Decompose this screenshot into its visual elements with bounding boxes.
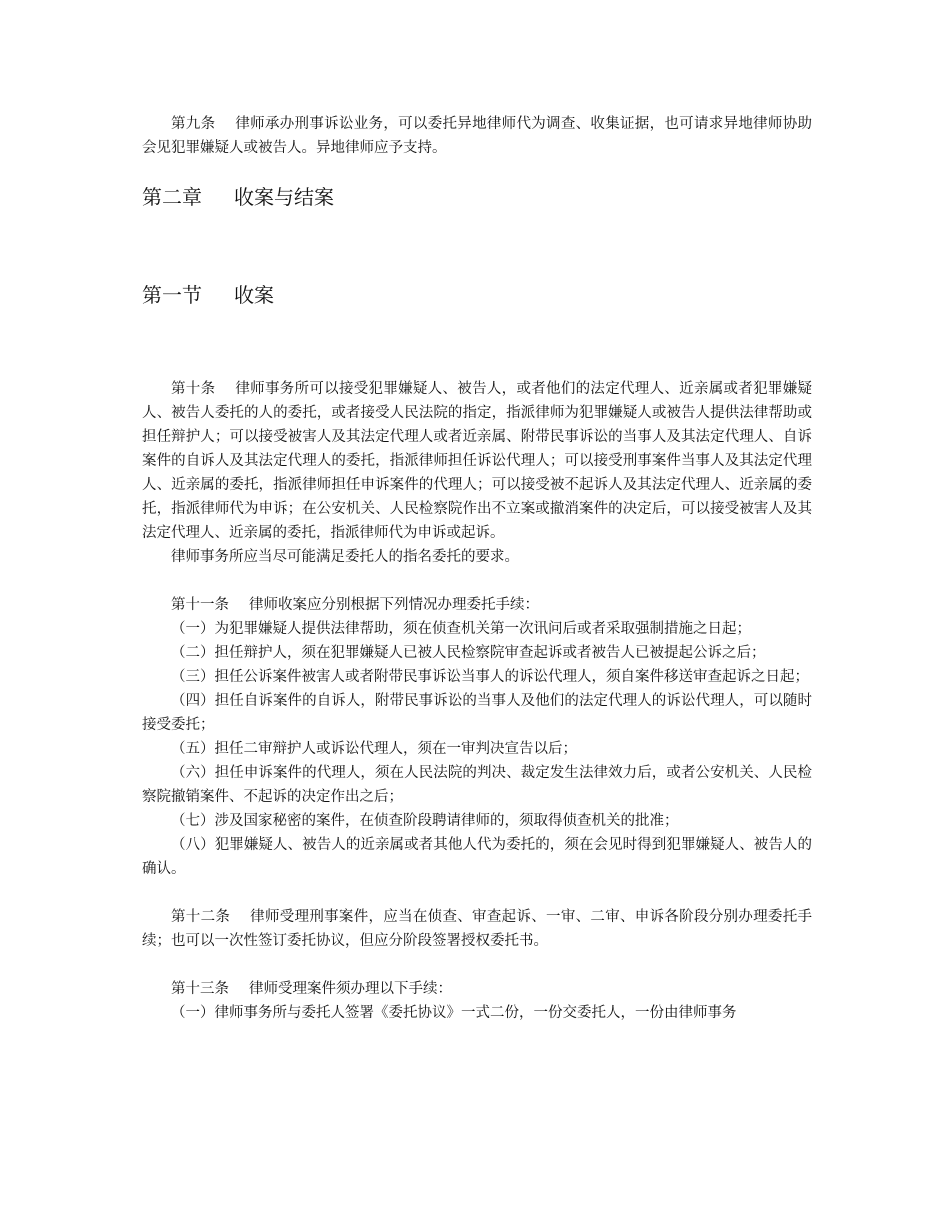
chapter-2-title: 收案与结案 [234, 185, 334, 209]
article-12-number: 第十二条 [171, 909, 231, 925]
article-10-number: 第十条 [171, 381, 216, 397]
article-10-paragraph-2: 律师事务所应当尽可能满足委托人的指名委托的要求。 [171, 549, 519, 565]
article-11-item-5: （五）担任二审辩护人或诉讼代理人，须在一审判决宣告以后； [171, 741, 577, 757]
article-13-item-1: （一）律师事务所与委托人签署《委托协议》一式二份，一份交委托人，一份由律师事务 [171, 1005, 737, 1021]
article-13 [142, 977, 812, 1001]
chapter-2-number: 第二章 [142, 185, 202, 209]
article-13-intro: 律师受理案件须办理以下手续： [249, 981, 452, 997]
article-12-text: 律师受理刑事案件，应当在侦查、审查起诉、一审、二审、申诉各阶段分别办理委托手续；也可以一次性签订委托协议，但应分阶段签署授权委托书。 [142, 909, 812, 949]
article-11-item-3: （三）担任公诉案件被害人或者附带民事诉讼当事人的诉讼代理人，须自案件移送审查起诉之日起； [171, 669, 809, 685]
article-11-item-7: （七）涉及国家秘密的案件，在侦查阶段聘请律师的，须取得侦查机关的批准； [171, 813, 679, 829]
article-11-item-1: （一）为犯罪嫌疑人提供法律帮助，须在侦查机关第一次讯问后或者采取强制措施之日起； [171, 621, 751, 637]
section-1-number: 第一节 [142, 283, 202, 307]
article-13-number: 第十三条 [171, 981, 229, 997]
section-1-title: 收案 [234, 283, 274, 307]
article-11-item-4: （四）担任自诉案件的自诉人，附带民事诉讼的当事人及他们的法定代理人的诉讼代理人，可以随时接受委托； [142, 693, 812, 733]
article-11-intro: 律师收案应分别根据下列情况办理委托手续： [249, 597, 539, 613]
article-11-item-6: （六）担任申诉案件的代理人，须在人民法院的判决、裁定发生法律效力后，或者公安机关、人民检察院撤销案件、不起诉的决定作出之后； [142, 765, 812, 805]
article-11-item-8: （八）犯罪嫌疑人、被告人的近亲属或者其他人代为委托的，须在会见时得到犯罪嫌疑人、被告人的确认。 [142, 837, 812, 877]
document-page [142, 112, 812, 1025]
article-9-text: 律师承办刑事诉讼业务，可以委托异地律师代为调查、收集证据，也可请求异地律师协助会见犯罪嫌疑人或被告人。异地律师应予支持。 [142, 116, 813, 156]
chapter-2-heading [142, 182, 812, 212]
article-11 [142, 593, 812, 617]
article-10 [142, 377, 812, 545]
article-9 [142, 112, 812, 160]
article-11-number: 第十一条 [171, 597, 229, 613]
section-1-heading [142, 280, 812, 310]
article-9-number: 第九条 [171, 116, 216, 132]
article-11-item-2: （二）担任辩护人，须在犯罪嫌疑人已被人民检察院审查起诉或者被告人已被提起公诉之后； [171, 645, 766, 661]
article-12 [142, 905, 812, 953]
article-10-text: 律师事务所可以接受犯罪嫌疑人、被告人，或者他们的法定代理人、近亲属或者犯罪嫌疑人、被告人委托的人的委托，或者接受人民法院的指定，指派律师为犯罪嫌疑人或被告人提供法律帮助或担任辩护人；可以接受被害人及其法定代理人或者近亲属、附带民事诉讼的当事人及其法定代理人、自诉案件的自诉人及其法定代理人的委托，指派律师担任诉讼代理人；可以接受刑事案件当事人及其法定代理人、近亲属的委托，指派律师担任申诉案件的代理人；可以接受被不起诉人及其法定代理人、近亲属的委托，指派律师代为申诉；在公安机关、人民检察院作出不立案或撤消案件的决定后，可以接受被害人及其法定代理人、近亲属的委托，指派律师代为申诉或起诉。 [142, 381, 813, 541]
